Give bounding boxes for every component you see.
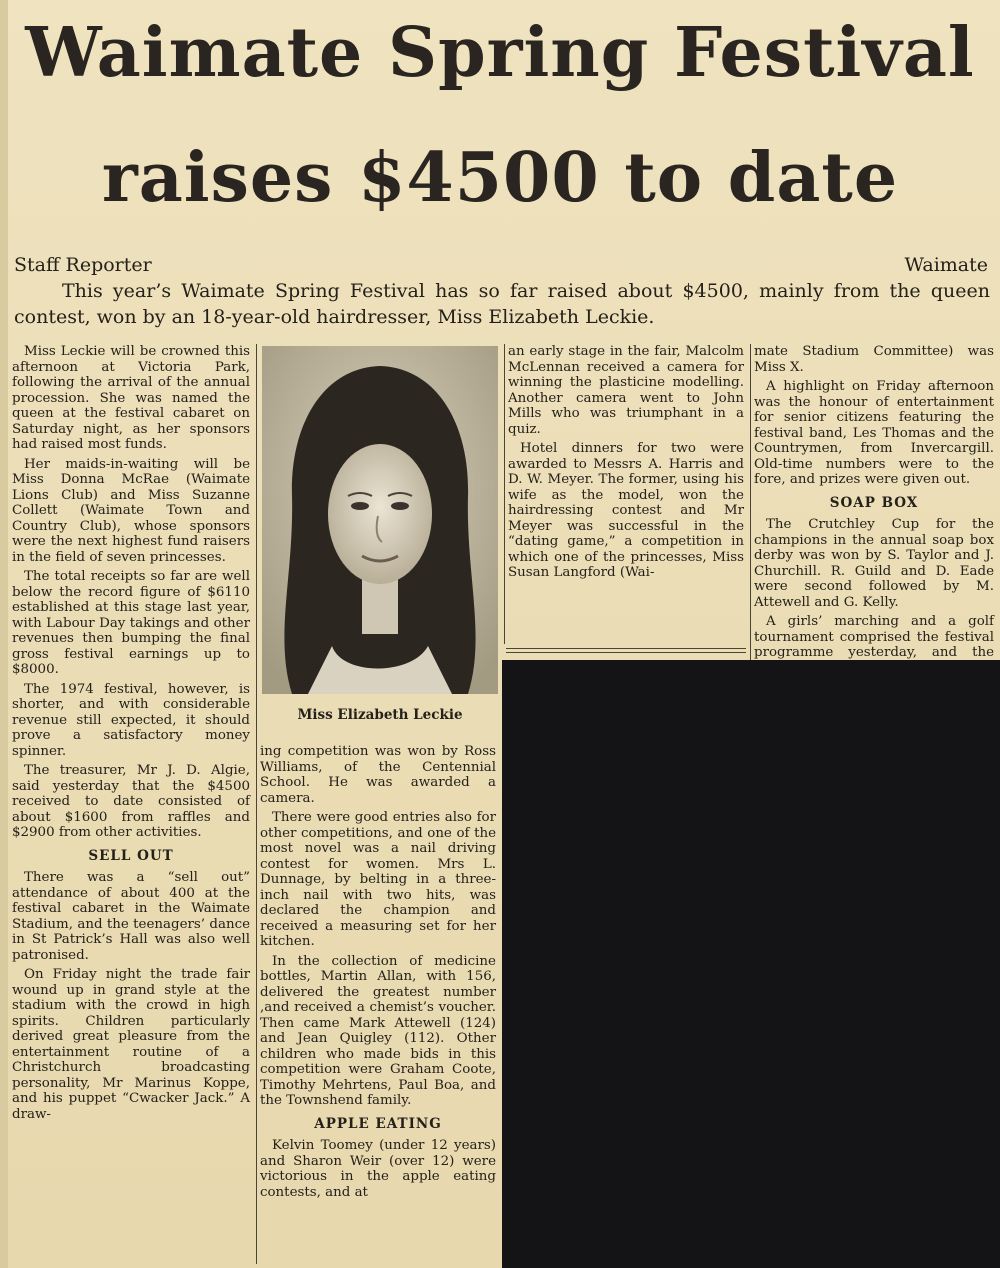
portrait-photo: [262, 346, 498, 694]
paragraph: The treasurer, Mr J. D. Algie, said yesterday that the $4500 received to date consisted of about $1600 from raffles and $2900 from other activities.: [12, 763, 250, 840]
paragraph: ing competition was won by Ross Williams, of the Centennial School. He was awarded a camera.: [260, 744, 496, 806]
paragraph: Hotel dinners for two were awarded to Messrs A. Harris and D. W. Meyer. The former, using his wife as the model, won the hairdressing contest and Mr Meyer was successful in the “dating game,” a competition in which one of the princesses, Miss Susan Langford (Wai-: [508, 441, 744, 580]
paragraph: an early stage in the fair, Malcolm McLennan received a camera for winning the plasticine modelling. Another camera went to John Mills who was triumphant in a quiz.: [508, 344, 744, 437]
article-column-4: [754, 344, 994, 711]
paragraph: Miss Leckie will be crowned this afternoon at Victoria Park, following the arrival of the annual procession. She was named the queen at the festival cabaret on Saturday night, as her sponsors had raised most funds.: [12, 344, 250, 452]
column-end-rule: [506, 648, 746, 649]
photo-caption: Miss Elizabeth Leckie: [297, 707, 463, 723]
headline-line-2: raises $4500 to date: [101, 138, 899, 218]
paragraph: A highlight on Friday afternoon was the honour of entertainment for senior citizens featuring the festival band, Les Thomas and the Countrymen, from Invercargill. Old-time numbers were to the fore, and prizes were given out.: [754, 379, 994, 487]
black-background-area: [502, 806, 1000, 1268]
paragraph: mate Stadium Committee) was Miss X.: [754, 344, 994, 375]
paragraph: There was a “sell out” attendance of about 400 at the festival cabaret in the Waimate Stadium, and the teenagers’ dance in St Patrick’s Hall was also well patronised.: [12, 870, 250, 963]
byline-location: Waimate: [904, 254, 988, 276]
paragraph: The 1974 festival, however, is shorter, and with considerable revenue still expected, it should prove a satisfactory money spinner.: [12, 681, 250, 759]
article-column-2: [260, 744, 496, 1204]
byline-reporter: Staff Reporter: [14, 254, 152, 276]
paragraph: Her maids-in-waiting will be Miss Donna McRae (Waimate Lions Club) and Miss Suzanne Collett (Waimate Town and Country Club), whose sponsors were the next highest fund raisers in the field of seven princesses.: [12, 456, 250, 565]
article-column-1: [12, 344, 250, 1126]
lead-paragraph: This year’s Waimate Spring Festival has so far raised about $4500, mainly from the queen contest, won by an 18-year-old hairdresser, Miss Elizabeth Leckie.: [14, 280, 990, 328]
black-background-area: [502, 660, 752, 810]
subheading-apple-eating: APPLE EATING: [314, 1115, 442, 1132]
column-rule: [504, 344, 505, 644]
paragraph: Kelvin Toomey (under 12 years) and Sharon Weir (over 12) were victorious in the apple eating contests, and at: [260, 1138, 496, 1200]
subheading-sell-out: SELL OUT: [88, 847, 174, 864]
article-column-3: [508, 344, 744, 585]
paragraph: On Friday night the trade fair wound up in grand style at the stadium with the crowd in high spirits. Children particularly derived great pleasure from the entertainment routine of a Christchurch broadcasting personality, Mr Marinus Koppe, and his puppet “Cwacker Jack.” A draw-: [12, 967, 250, 1122]
headline-line-1: Waimate Spring Festival: [25, 13, 975, 93]
paragraph: There were good entries also for other competitions, and one of the most novel was a nail driving contest for women. Mrs L. Dunnage, by belting in a three-inch nail with two hits, was declared the champion and received a measuring set for her kitchen.: [260, 810, 496, 949]
subheading-soap-box: SOAP BOX: [829, 494, 919, 511]
paragraph: A girls’ marching and a golf tournament comprised the festival programme yesterday, and the: [754, 614, 994, 660]
paragraph: The total receipts so far are well below the record figure of $6110 established at this stage last year, with Labour Day takings and other revenues then bumping the final gross festival earnings up to $8000.: [12, 569, 250, 677]
column-end-rule: [506, 652, 746, 653]
paragraph: In the collection of medicine bottles, Martin Allan, with 156, delivered the greatest number ,and received a chemist’s voucher. Then came Mark Attewell (124) and Jean Quigley (112). Other children who made bids in this competition were Graham Coote, Timothy Mehrtens, Paul Boa, and the Townshend family.: [260, 953, 496, 1108]
column-rule: [256, 344, 257, 1264]
paragraph: The Crutchley Cup for the champions in the annual soap box derby was won by S. Taylor and J. Churchill. R. Guild and D. Eade were second followed by M. Attewell and G. Kelly.: [754, 517, 994, 610]
portrait-image: [262, 346, 498, 694]
